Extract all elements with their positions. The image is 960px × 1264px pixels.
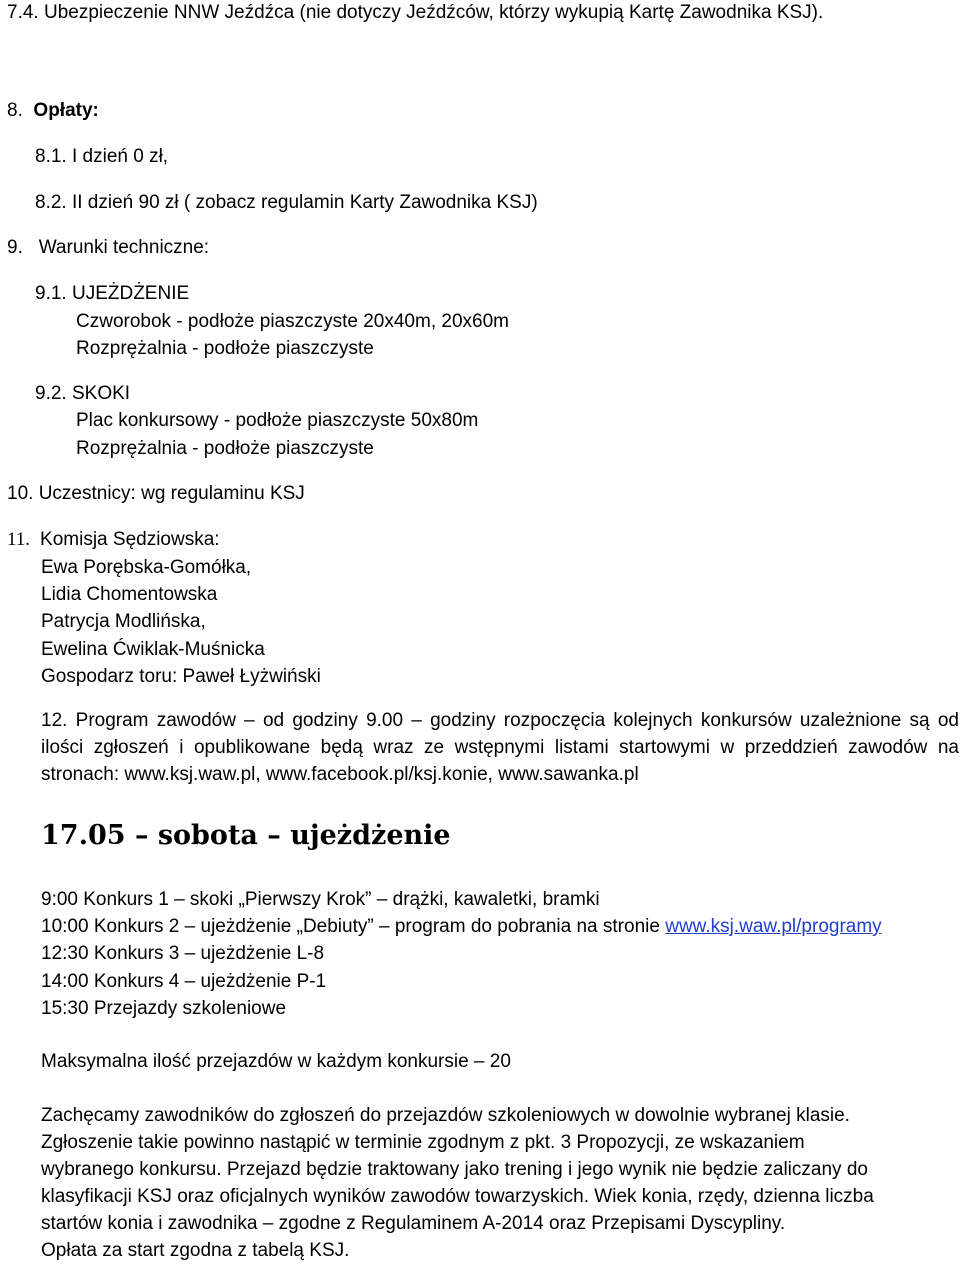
schedule-item-4: 14:00 Konkurs 4 – ujeżdżenie P-1	[41, 971, 327, 992]
judge-3: Patrycja Modlińska,	[41, 611, 206, 632]
section-9-number: 9.	[7, 237, 23, 258]
section-11-heading	[7, 530, 220, 549]
training-line-1: Zachęcamy zawodników do zgłoszeń do przejazdów szkoleniowych w dowolnie wybranej klasie.	[41, 1105, 850, 1126]
section-8-1: 8.1. I dzień 0 zł,	[35, 146, 169, 167]
training-line-4: klasyfikacji KSJ oraz oficjalnych wyników zawodów towarzyskich. Wiek konia, rzędy, dzienna liczba	[41, 1186, 874, 1207]
schedule-item-2	[41, 917, 882, 936]
section-9-1-line1: Czworobok - podłoże piaszczyste 20x40m, 20x60m	[76, 311, 509, 332]
section-12	[41, 707, 959, 788]
section-12-line1: 12. Program zawodów – od godziny 9.00 – godziny rozpoczęcia kolejnych konkursów uzależnione są od	[41, 710, 959, 731]
training-line-5: startów konia i zawodnika – zgodne z Regulaminem A-2014 oraz Przepisami Dyscypliny.	[41, 1213, 786, 1234]
section-9-1-title: 9.1. UJEŻDŻENIE	[35, 283, 190, 304]
section-12-line2: ilości zgłoszeń i opublikowane będą wraz ze wstępnymi listami startowymi w przeddzień zawodów na	[41, 737, 959, 758]
schedule-item-1: 9:00 Konkurs 1 – skoki „Pierwszy Krok” – drążki, kawaletki, bramki	[41, 889, 600, 910]
section-9-label: Warunki techniczne:	[38, 237, 210, 258]
section-8-heading	[7, 101, 99, 120]
judge-1: Ewa Porębska-Gomółka,	[41, 557, 252, 578]
training-paragraph	[41, 1102, 921, 1264]
section-10: 10. Uczestnicy: wg regulaminu KSJ	[7, 483, 305, 504]
section-9-2-line1: Plac konkursowy - podłoże piaszczyste 50x80m	[76, 410, 479, 431]
section-9-2-line2: Rozprężalnia - podłoże piaszczyste	[76, 438, 374, 459]
day-heading: 17.05 – sobota – ujeżdżenie	[41, 820, 451, 851]
section-9-1-line2: Rozprężalnia - podłoże piaszczyste	[76, 338, 374, 359]
course-builder: Gospodarz toru: Paweł Łyżwiński	[41, 666, 321, 687]
max-rides: Maksymalna ilość przejazdów w każdym konkursie – 20	[41, 1051, 511, 1072]
section-8-2: 8.2. II dzień 90 zł ( zobacz regulamin Karty Zawodnika KSJ)	[35, 192, 538, 213]
judge-2: Lidia Chomentowska	[41, 584, 218, 605]
programs-link[interactable]: www.ksj.waw.pl/programy	[665, 916, 882, 937]
section-11-title: Komisja Sędziowska:	[40, 529, 220, 550]
section-12-line3: stronach: www.ksj.waw.pl, www.facebook.pl/ksj.konie, www.sawanka.pl	[41, 764, 639, 785]
schedule-item-5: 15:30 Przejazdy szkoleniowe	[41, 998, 287, 1019]
section-8-label: Opłaty:	[33, 100, 99, 121]
training-line-2: Zgłoszenie takie powinno nastąpić w terminie zgodnym z pkt. 3 Propozycji, ze wskazaniem	[41, 1132, 805, 1153]
section-9-2-title: 9.2. SKOKI	[35, 383, 131, 404]
training-line-3: wybranego konkursu. Przejazd będzie traktowany jako trening i jego wynik nie będzie zaliczany do	[41, 1159, 868, 1180]
section-7-4: 7.4. Ubezpieczenie NNW Jeźdźca (nie dotyczy Jeźdźców, którzy wykupią Kartę Zawodnika KSJ).	[7, 2, 824, 23]
training-line-6: Opłata za start zgodna z tabelą KSJ.	[41, 1240, 350, 1261]
section-11-number: 11.	[7, 529, 31, 550]
judge-4: Ewelina Ćwiklak-Muśnicka	[41, 639, 265, 660]
schedule-item-2-text: 10:00 Konkurs 2 – ujeżdżenie „Debiuty” – program do pobrania na stronie	[41, 916, 666, 937]
schedule-item-3: 12:30 Konkurs 3 – ujeżdżenie L-8	[41, 943, 325, 964]
section-9-heading	[7, 238, 209, 257]
section-8-number: 8.	[7, 100, 23, 121]
